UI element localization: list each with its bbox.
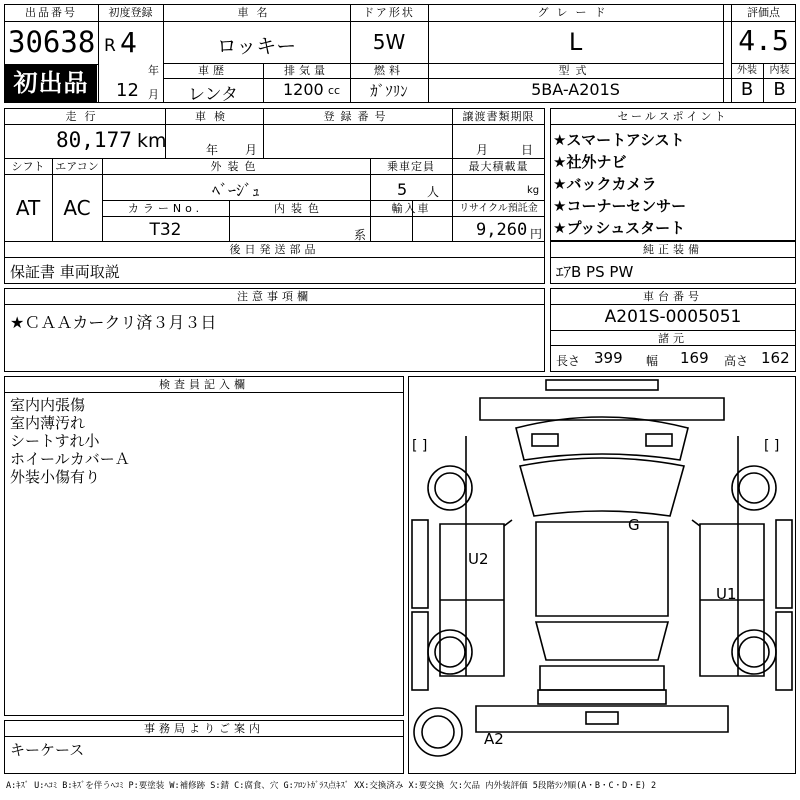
recycle-fee-unit: 円	[530, 227, 543, 241]
sales-points-list	[553, 129, 686, 239]
first-registration-label: 初度登録	[108, 6, 153, 19]
recycle-fee-label: リサイクル預託金	[459, 203, 538, 214]
grade-value: L	[568, 28, 583, 56]
diagram-bracket-right: [ ]	[764, 438, 780, 454]
history-value: レンタ	[188, 85, 238, 105]
damage-mark-g: G	[628, 516, 640, 534]
capacity-label: 乗車定員	[387, 160, 435, 173]
length-label: 長さ	[556, 354, 581, 368]
color-number: T32	[149, 220, 182, 240]
inspection-label: 車検	[195, 110, 233, 123]
sales-point-item: ★社外ナビ	[553, 153, 627, 171]
interior-color-label: 内装色	[274, 202, 325, 215]
registration-era: R	[104, 36, 116, 56]
inspector-note: 室内薄汚れ	[10, 414, 86, 432]
office-info-label: 事務局よりご案内	[144, 722, 264, 735]
later-parts-value: 保証書 車両取説	[10, 263, 120, 281]
lot-number: 30638	[8, 25, 96, 59]
recycle-fee-value: 9,260	[476, 220, 528, 240]
car-name-label: 車名	[237, 6, 276, 19]
color-number-label: カラーNo.	[127, 202, 204, 215]
damage-mark-a2: A2	[484, 730, 504, 748]
notes-label: 注意事項欄	[237, 290, 312, 303]
transfer-day-unit: 日	[521, 143, 534, 157]
car-name: ロッキー	[216, 34, 297, 58]
plate-label: 登録番号	[323, 110, 392, 123]
registration-month: 12	[116, 80, 139, 101]
inspection-month-unit: 月	[245, 143, 258, 157]
notes-value: ★ＣＡＡカークリ済３月３日	[10, 313, 217, 332]
inspection-year-unit: 年	[206, 143, 219, 157]
aircon-label: エアコン	[55, 160, 99, 173]
car-body-outline	[408, 376, 796, 774]
grade-label: グレード	[537, 6, 614, 19]
exterior-color: ﾍﾞｰｼﾞｭ	[211, 181, 260, 200]
chassis-label: 車台番号	[643, 290, 703, 303]
shift-label: シフト	[11, 160, 45, 173]
exterior-color-label: 外装色	[210, 160, 262, 173]
equipment-label: 純正装備	[643, 243, 703, 256]
height-label: 高さ	[724, 354, 749, 368]
interior-color-unit: 系	[354, 228, 367, 242]
sales-point-item: ★バックカメラ	[553, 175, 657, 193]
lot-number-label: 出品番号	[25, 6, 77, 19]
aircon-value: AC	[63, 196, 91, 220]
inspector-note: 外装小傷有り	[10, 468, 101, 486]
sales-points-label: セールスポイント	[617, 110, 729, 123]
sales-point-item: ★スマートアシスト	[553, 131, 685, 149]
legend-text: A:ｷｽﾞ U:ﾍｺﾐ B:ｷｽﾞを伴うﾍｺﾐ P:要塗装 W:補修跡 S:錆 C:腐食、穴 G:ﾌﾛﾝﾄｶﾞﾗｽ点ｷｽﾞ XX:交換済み X:要交換 欠:欠品 内外装評価 5段階ﾗﾝｸ順(A・B・C・D・E) 2	[6, 781, 657, 791]
specs-label: 諸元	[658, 332, 688, 345]
interior-grade: B	[773, 79, 786, 100]
capacity-value: 5	[397, 180, 408, 199]
office-info-value: キーケース	[10, 741, 85, 759]
sales-point-item: ★プッシュスタート	[553, 219, 686, 237]
fuel-label: 燃料	[374, 64, 404, 77]
exterior-grade-label: 外装	[737, 65, 757, 76]
exterior-grade: B	[740, 79, 754, 100]
mileage-value: 80,177	[56, 128, 132, 152]
inspector-note: ホイールカバーＡ	[10, 450, 130, 468]
mileage-label: 走行	[65, 110, 104, 123]
history-label: 車歴	[198, 64, 228, 77]
later-parts-label: 後日発送部品	[229, 243, 320, 256]
door-label: ドア形状	[363, 6, 415, 19]
model-value: 5BA-A201S	[531, 80, 620, 99]
chassis-number: A201S-0005051	[604, 307, 742, 327]
score-value: 4.5	[738, 24, 789, 57]
registration-month-unit: 月	[148, 88, 159, 101]
equipment-value: ｴｱB PS PW	[556, 263, 634, 281]
length-value: 399	[594, 349, 623, 367]
interior-grade-label: 内装	[769, 65, 790, 76]
inspector-note: 室内内張傷	[10, 396, 86, 414]
registration-year: 4	[120, 26, 137, 59]
fuel-value: ｶﾞｿﾘﾝ	[370, 82, 408, 100]
displacement-unit: cc	[328, 84, 341, 97]
diagram-bracket-left: [ ]	[412, 438, 428, 454]
sales-point-item: ★コーナーセンサー	[553, 197, 687, 215]
model-label: 型式	[558, 64, 593, 77]
import-label: 輸入車	[391, 202, 431, 215]
inspector-note: シートすれ小	[10, 432, 100, 450]
width-label: 幅	[646, 354, 659, 368]
score-label: 評価点	[747, 6, 780, 19]
first-listing-badge: 初出品	[5, 65, 97, 102]
max-load-unit: kg	[527, 185, 540, 196]
displacement-value: 1200	[283, 80, 324, 99]
inspector-label: 検査員記入欄	[159, 378, 249, 391]
shift-value: AT	[15, 196, 41, 220]
height-value: 162	[761, 349, 790, 367]
width-value: 169	[680, 349, 709, 367]
transfer-month-unit: 月	[476, 143, 489, 157]
damage-mark-u2: U2	[468, 550, 489, 568]
damage-mark-u1: U1	[716, 585, 737, 603]
capacity-unit: 人	[427, 185, 440, 199]
max-load-label: 最大積載量	[468, 160, 529, 173]
door-type: 5W	[372, 30, 406, 54]
mileage-unit: km	[137, 130, 167, 152]
displacement-label: 排気量	[284, 64, 329, 77]
transfer-deadline-label: 譲渡書類期限	[462, 110, 535, 123]
registration-year-unit: 年	[148, 64, 159, 77]
inspector-notes-list	[10, 396, 130, 486]
